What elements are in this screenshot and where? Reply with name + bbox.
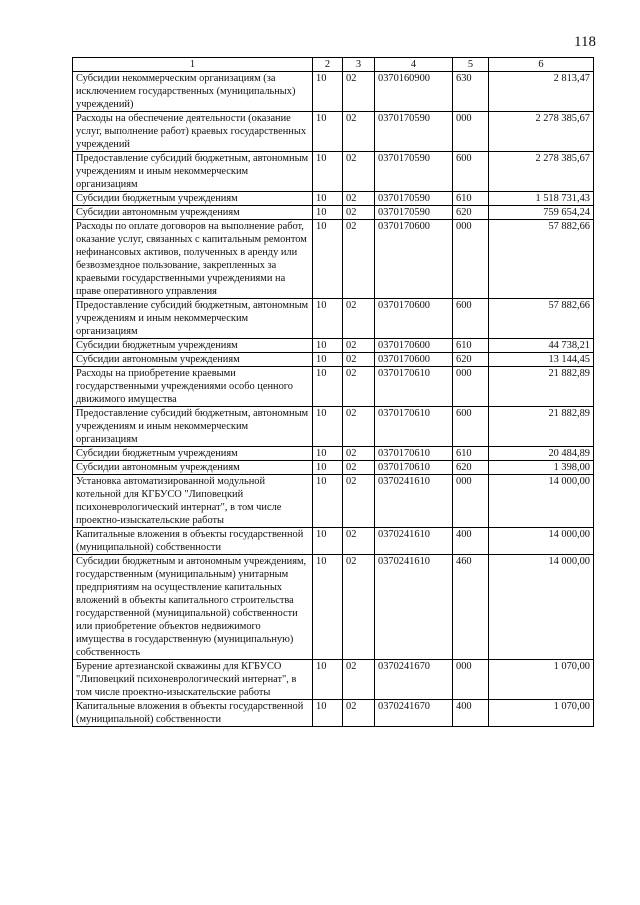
row-amount-cell: 1 070,00 [489, 700, 594, 727]
row-section-cell: 10 [313, 555, 343, 660]
row-section-cell: 10 [313, 152, 343, 192]
row-target-article-cell: 0370241610 [375, 555, 453, 660]
table-row [73, 192, 594, 206]
row-expense-type-cell: 610 [453, 339, 489, 353]
row-target-article-cell: 0370170590 [375, 152, 453, 192]
row-subsection-cell: 02 [343, 660, 375, 700]
row-section-cell: 10 [313, 339, 343, 353]
row-amount-cell: 21 882,89 [489, 407, 594, 447]
row-name-cell: Субсидии автономным учреждениям [73, 461, 313, 475]
row-section-cell: 10 [313, 206, 343, 220]
row-expense-type-cell: 600 [453, 407, 489, 447]
row-subsection-cell: 02 [343, 299, 375, 339]
row-name-cell: Предоставление субсидий бюджетным, автономным учреждениям и иным некоммерческим организациям [73, 152, 313, 192]
row-expense-type-cell: 630 [453, 72, 489, 112]
row-name-cell: Предоставление субсидий бюджетным, автономным учреждениям и иным некоммерческим организациям [73, 299, 313, 339]
row-target-article-cell: 0370170610 [375, 407, 453, 447]
row-name-cell: Бурение артезианской скважины для КГБУСО "Липовецкий психоневрологический интернат", в том числе проектно-изыскательские работы [73, 660, 313, 700]
table-row [73, 660, 594, 700]
row-target-article-cell: 0370170600 [375, 353, 453, 367]
row-name-cell: Субсидии некоммерческим организациям (за исключением государственных (муниципальных) учреждений) [73, 72, 313, 112]
row-expense-type-cell: 400 [453, 700, 489, 727]
row-section-cell: 10 [313, 220, 343, 299]
row-expense-type-cell: 620 [453, 353, 489, 367]
row-amount-cell: 1 398,00 [489, 461, 594, 475]
row-subsection-cell: 02 [343, 700, 375, 727]
row-amount-cell: 14 000,00 [489, 475, 594, 528]
row-expense-type-cell: 000 [453, 367, 489, 407]
row-amount-cell: 2 278 385,67 [489, 112, 594, 152]
row-amount-cell: 1 518 731,43 [489, 192, 594, 206]
row-subsection-cell: 02 [343, 206, 375, 220]
table-row [73, 475, 594, 528]
table-row [73, 555, 594, 660]
row-section-cell: 10 [313, 447, 343, 461]
column-header: 2 [313, 58, 343, 72]
row-expense-type-cell: 600 [453, 299, 489, 339]
table-row [73, 299, 594, 339]
row-name-cell: Субсидии автономным учреждениям [73, 353, 313, 367]
column-header: 3 [343, 58, 375, 72]
table-header-row [73, 58, 594, 72]
row-name-cell: Субсидии бюджетным учреждениям [73, 339, 313, 353]
row-name-cell: Предоставление субсидий бюджетным, автономным учреждениям и иным некоммерческим организациям [73, 407, 313, 447]
row-section-cell: 10 [313, 353, 343, 367]
row-name-cell: Расходы по оплате договоров на выполнение работ, оказание услуг, связанных с капитальным ремонтом нефинансовых активов, полученных в аренду или безвозмездное пользование, закрепленных за краевыми государственными учреждениями на праве оперативного управления [73, 220, 313, 299]
row-subsection-cell: 02 [343, 461, 375, 475]
row-subsection-cell: 02 [343, 555, 375, 660]
page-number: 118 [574, 34, 596, 50]
row-section-cell: 10 [313, 407, 343, 447]
row-name-cell: Субсидии бюджетным учреждениям [73, 192, 313, 206]
row-amount-cell: 759 654,24 [489, 206, 594, 220]
table-row [73, 461, 594, 475]
row-target-article-cell: 0370170610 [375, 367, 453, 407]
row-target-article-cell: 0370241610 [375, 528, 453, 555]
row-target-article-cell: 0370170590 [375, 192, 453, 206]
row-subsection-cell: 02 [343, 528, 375, 555]
row-subsection-cell: 02 [343, 447, 375, 461]
row-expense-type-cell: 000 [453, 112, 489, 152]
row-amount-cell: 44 738,21 [489, 339, 594, 353]
row-target-article-cell: 0370170610 [375, 461, 453, 475]
row-name-cell: Установка автоматизированной модульной котельной для КГБУСО "Липовецкий психоневрологический интернат", в том числе проектно-изыскательские работы [73, 475, 313, 528]
table-row [73, 407, 594, 447]
row-subsection-cell: 02 [343, 220, 375, 299]
row-target-article-cell: 0370170590 [375, 112, 453, 152]
row-subsection-cell: 02 [343, 407, 375, 447]
row-name-cell: Расходы на обеспечение деятельности (оказание услуг, выполнение работ) краевых государственных учреждений [73, 112, 313, 152]
row-target-article-cell: 0370170600 [375, 339, 453, 353]
table-row [73, 367, 594, 407]
row-amount-cell: 14 000,00 [489, 528, 594, 555]
row-expense-type-cell: 610 [453, 192, 489, 206]
row-expense-type-cell: 000 [453, 475, 489, 528]
row-name-cell: Субсидии бюджетным учреждениям [73, 447, 313, 461]
row-expense-type-cell: 620 [453, 206, 489, 220]
row-expense-type-cell: 000 [453, 660, 489, 700]
row-name-cell: Капитальные вложения в объекты государственной (муниципальной) собственности [73, 700, 313, 727]
row-subsection-cell: 02 [343, 353, 375, 367]
row-amount-cell: 2 278 385,67 [489, 152, 594, 192]
row-section-cell: 10 [313, 192, 343, 206]
row-target-article-cell: 0370241610 [375, 475, 453, 528]
table-row [73, 339, 594, 353]
column-header: 4 [375, 58, 453, 72]
row-section-cell: 10 [313, 299, 343, 339]
row-subsection-cell: 02 [343, 475, 375, 528]
row-section-cell: 10 [313, 528, 343, 555]
row-expense-type-cell: 620 [453, 461, 489, 475]
table-row [73, 353, 594, 367]
row-expense-type-cell: 400 [453, 528, 489, 555]
row-subsection-cell: 02 [343, 112, 375, 152]
row-target-article-cell: 0370170600 [375, 299, 453, 339]
row-subsection-cell: 02 [343, 192, 375, 206]
row-target-article-cell: 0370160900 [375, 72, 453, 112]
row-name-cell: Субсидии автономным учреждениям [73, 206, 313, 220]
row-section-cell: 10 [313, 112, 343, 152]
row-amount-cell: 1 070,00 [489, 660, 594, 700]
row-name-cell: Субсидии бюджетным и автономным учреждениям, государственным (муниципальным) унитарным предприятиям на осуществление капитальных вложений в объекты капитального строительства государственной (муниципальной) собственности или приобретение объектов недвижимого имущества в государственную (муниципальную) собственность [73, 555, 313, 660]
row-target-article-cell: 0370170590 [375, 206, 453, 220]
row-amount-cell: 57 882,66 [489, 299, 594, 339]
row-amount-cell: 57 882,66 [489, 220, 594, 299]
table-row [73, 112, 594, 152]
row-amount-cell: 20 484,89 [489, 447, 594, 461]
row-amount-cell: 2 813,47 [489, 72, 594, 112]
table-row [73, 220, 594, 299]
row-amount-cell: 14 000,00 [489, 555, 594, 660]
row-name-cell: Расходы на приобретение краевыми государственными учреждениями особо ценного движимого имущества [73, 367, 313, 407]
row-target-article-cell: 0370170610 [375, 447, 453, 461]
table-row [73, 447, 594, 461]
row-target-article-cell: 0370241670 [375, 700, 453, 727]
row-expense-type-cell: 460 [453, 555, 489, 660]
table-row [73, 152, 594, 192]
row-section-cell: 10 [313, 367, 343, 407]
row-section-cell: 10 [313, 660, 343, 700]
table-row [73, 528, 594, 555]
row-name-cell: Капитальные вложения в объекты государственной (муниципальной) собственности [73, 528, 313, 555]
row-expense-type-cell: 000 [453, 220, 489, 299]
row-subsection-cell: 02 [343, 72, 375, 112]
table-row [73, 700, 594, 727]
row-target-article-cell: 0370170600 [375, 220, 453, 299]
row-amount-cell: 13 144,45 [489, 353, 594, 367]
table-row [73, 206, 594, 220]
row-expense-type-cell: 610 [453, 447, 489, 461]
row-section-cell: 10 [313, 72, 343, 112]
row-section-cell: 10 [313, 461, 343, 475]
table-body [73, 72, 594, 727]
table-row [73, 72, 594, 112]
row-amount-cell: 21 882,89 [489, 367, 594, 407]
column-header: 6 [489, 58, 594, 72]
row-subsection-cell: 02 [343, 339, 375, 353]
budget-table [72, 57, 594, 727]
row-target-article-cell: 0370241670 [375, 660, 453, 700]
column-header: 5 [453, 58, 489, 72]
row-expense-type-cell: 600 [453, 152, 489, 192]
row-section-cell: 10 [313, 475, 343, 528]
row-subsection-cell: 02 [343, 152, 375, 192]
row-section-cell: 10 [313, 700, 343, 727]
row-subsection-cell: 02 [343, 367, 375, 407]
column-header: 1 [73, 58, 313, 72]
